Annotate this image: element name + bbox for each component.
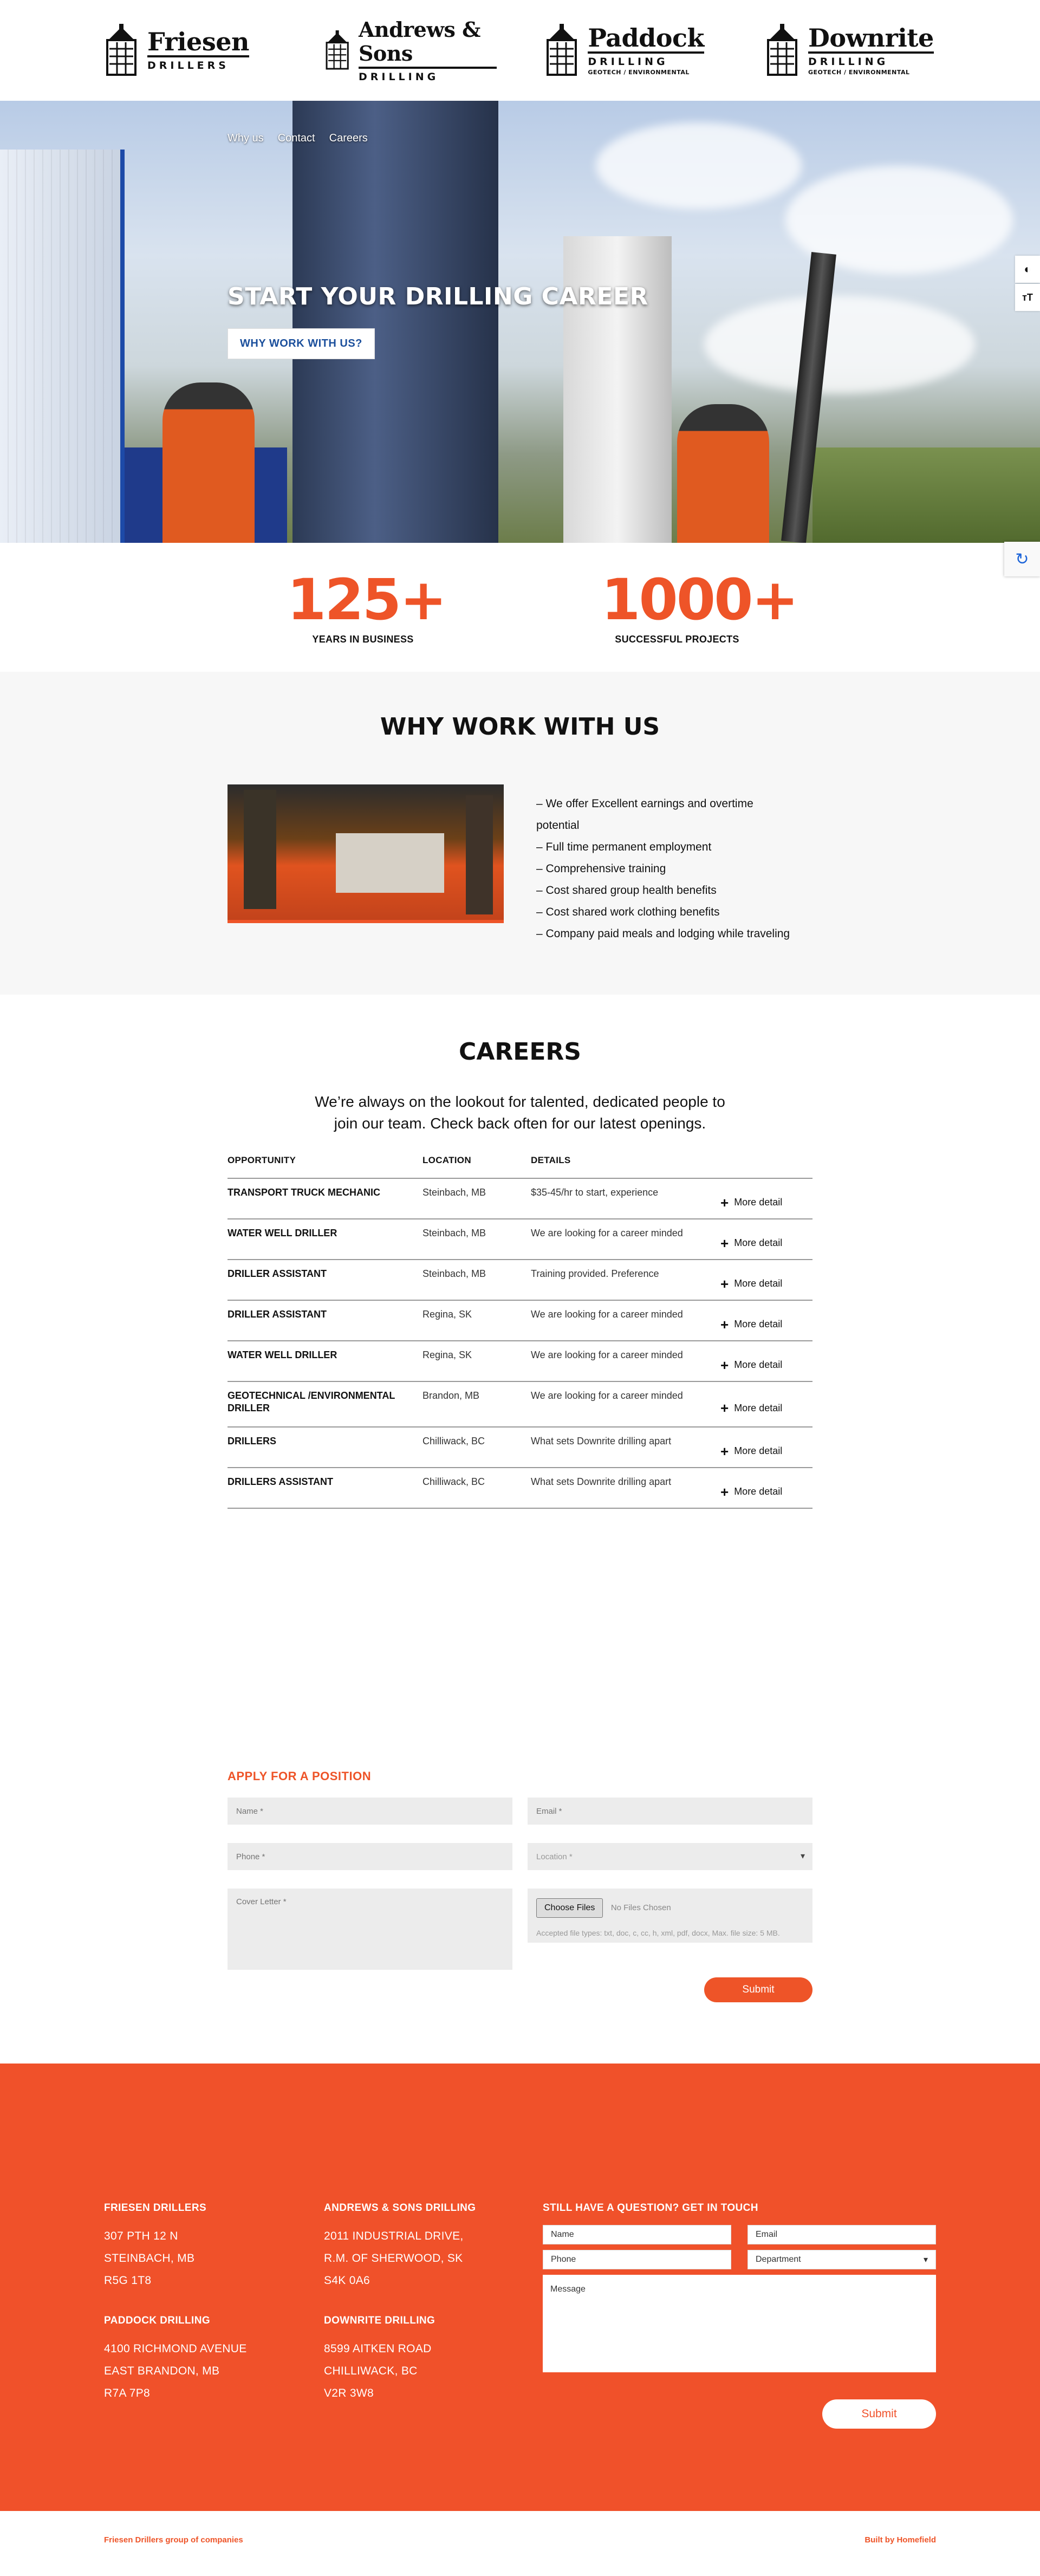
main-nav [227,132,368,145]
plus-icon: + [720,1357,729,1373]
stat-value: 125+ [287,566,446,633]
job-location: Chilliwack, BC [422,1436,485,1446]
why-section [0,672,1040,995]
careers-title: CAREERS [459,1038,581,1066]
bottom-bar [0,2511,1040,2568]
location-select[interactable] [528,1843,812,1870]
more-detail-button[interactable] [715,1308,812,1340]
plus-icon: + [720,1400,729,1416]
job-details: What sets Downrite drilling apart [531,1436,672,1446]
table-row [227,1382,812,1427]
benefit-item: – Company paid meals and lodging while traveling [536,927,790,940]
benefits-list [536,793,791,945]
photo-mast [244,790,276,909]
table-row [227,1301,812,1341]
apply-submit-button[interactable]: Submit [704,1977,812,2002]
apply-form [227,1769,812,1995]
job-title: DRILLER ASSISTANT [227,1309,327,1320]
table-row [227,1468,812,1509]
job-location: Steinbach, MB [422,1228,486,1238]
footer-friesen [104,2202,206,2292]
name-field[interactable] [227,1798,512,1825]
more-detail-label: More detail [734,1237,783,1248]
logo-sub: DRILLING [588,55,668,68]
address-line: 4100 RICHMOND AVENUE [104,2343,247,2355]
footer-heading: FRIESEN DRILLERS [104,2202,207,2214]
text-size-icon[interactable]: ᴛT [1015,284,1040,311]
stat-label: SUCCESSFUL PROJECTS [615,633,739,645]
address-line: 2011 INDUSTRIAL DRIVE, [324,2230,464,2242]
photo-mast [466,795,493,914]
job-title: WATER WELL DRILLER [227,1228,337,1238]
more-detail-button[interactable] [715,1390,812,1426]
job-details: We are looking for a career minded [531,1228,683,1238]
more-detail-label: More detail [734,1197,783,1208]
logo-name: Downrite [808,23,934,53]
contact-phone-field[interactable]: Phone [543,2250,731,2269]
job-details: $35-45/hr to start, experience [531,1187,659,1198]
footer-address [324,2225,476,2292]
logo-name: Paddock [588,23,704,53]
footer [0,2064,1040,2511]
file-status: No Files Chosen [610,1903,671,1912]
file-upload [528,1889,812,1943]
job-title: WATER WELL DRILLER [227,1349,337,1360]
job-location: Steinbach, MB [422,1268,486,1279]
address-line: R.M. OF SHERWOOD, SK [324,2252,463,2264]
well-icon [103,24,140,77]
address-line: EAST BRANDON, MB [104,2365,220,2377]
job-location: Chilliwack, BC [422,1476,485,1487]
job-title: GEOTECHNICAL /ENVIRONMENTAL DRILLER [227,1390,395,1413]
footer-heading: DOWNRITE DRILLING [324,2315,435,2326]
table-row [227,1219,812,1260]
header-opportunity: OPPORTUNITY [227,1155,296,1165]
more-detail-label: More detail [734,1486,783,1497]
more-detail-button[interactable] [715,1349,812,1381]
contact-form [543,2202,936,2372]
address-line: S4K 0A6 [324,2274,370,2287]
stat-projects [601,566,797,645]
logo-andrews[interactable] [323,18,497,83]
address-line: 8599 AITKEN ROAD [324,2343,432,2355]
nav-careers[interactable]: Careers [329,132,368,144]
footer-downrite [324,2315,435,2404]
benefit-item: – Cost shared group health benefits [536,884,717,897]
cover-letter-field[interactable] [227,1889,512,1970]
job-details: We are looking for a career minded [531,1390,683,1401]
group-link[interactable]: Friesen Drillers group of companies [104,2535,243,2545]
job-details: We are looking for a career minded [531,1309,683,1320]
nav-why-us[interactable]: Why us [227,132,264,144]
stat-years [287,566,446,645]
more-detail-button[interactable] [715,1227,812,1259]
table-row [227,1341,812,1382]
benefit-item: – Comprehensive training [536,862,666,875]
logo-sub: DRILLERS [147,60,229,72]
stat-label: YEARS IN BUSINESS [312,633,414,645]
shed-siding [0,150,120,543]
contrast-toggle-icon[interactable]: ◐ [1015,256,1040,283]
worker-right [677,404,769,543]
well-icon [543,24,580,77]
logo-sub2: GEOTECH / ENVIRONMENTAL [808,68,910,76]
jobs-header [227,1155,812,1179]
more-detail-label: More detail [734,1278,783,1289]
nav-contact[interactable]: Contact [277,132,315,144]
apply-title: APPLY FOR A POSITION [227,1769,372,1783]
careers-section [0,995,1040,2064]
table-row [227,1179,812,1219]
recaptcha-icon[interactable]: ↻ [1004,542,1040,576]
footer-address [104,2338,247,2404]
why-title: WHY WORK WITH US [380,713,660,741]
contact-submit-button[interactable]: Submit [822,2399,936,2429]
table-row [227,1427,812,1468]
address-line: V2R 3W8 [324,2387,374,2399]
why-work-button[interactable]: WHY WORK WITH US? [227,328,375,359]
job-title: DRILLERS [227,1436,276,1446]
department-select-value: Department [756,2255,801,2264]
logo-sub: DRILLING [358,71,439,83]
job-details: Training provided. Preference [531,1268,659,1279]
plus-icon: + [720,1275,729,1292]
plus-icon: + [720,1235,729,1251]
benefit-item: – Full time permanent employment [536,841,712,853]
well-icon [323,24,351,77]
job-title: DRILLERS ASSISTANT [227,1476,334,1487]
logo-paddock[interactable] [543,24,717,77]
stats [0,543,1040,672]
plus-icon: + [720,1316,729,1333]
plus-icon: + [720,1483,729,1500]
footer-address [104,2225,206,2292]
why-photo [227,784,504,923]
job-title: DRILLER ASSISTANT [227,1268,327,1279]
contact-heading: STILL HAVE A QUESTION? GET IN TOUCH [543,2202,758,2214]
chevron-down-icon: ▾ [923,2255,928,2264]
more-detail-label: More detail [734,1359,783,1370]
address-line: CHILLIWACK, BC [324,2365,418,2377]
choose-files-button[interactable]: Choose Files [536,1898,603,1918]
address-line: R5G 1T8 [104,2274,152,2287]
cloud [704,296,975,393]
grass [812,447,1040,543]
file-note: Accepted file types: txt, doc, c, cc, h, xml, pdf, docx, Max. file size: 5 MB. [536,1929,780,1937]
logo-sub: DRILLING [808,55,889,68]
address-line: 307 PTH 12 N [104,2230,178,2242]
job-location: Regina, SK [422,1309,472,1320]
stat-value: 1000+ [601,566,797,633]
well-icon [764,24,801,77]
contact-email-field[interactable]: Email [748,2225,936,2244]
hero [0,101,1040,543]
photo-truck [336,833,444,893]
footer-paddock [104,2315,247,2404]
more-detail-label: More detail [734,1319,783,1329]
table-row [227,1260,812,1301]
footer-address [324,2338,435,2404]
more-detail-button[interactable] [715,1268,812,1300]
location-select-value: Location * [528,1843,812,1870]
logo-name: Friesen [147,27,249,56]
job-location: Steinbach, MB [422,1187,486,1198]
contact-message-field[interactable]: Message [543,2275,936,2372]
more-detail-button[interactable] [715,1186,812,1218]
footer-heading: ANDREWS & SONS DRILLING [324,2202,476,2214]
job-details: What sets Downrite drilling apart [531,1476,672,1487]
department-select[interactable] [748,2250,936,2269]
job-title: TRANSPORT TRUCK MECHANIC [227,1187,380,1198]
email-field[interactable] [528,1798,812,1825]
footer-heading: PADDOCK DRILLING [104,2315,211,2326]
plus-icon: + [720,1194,729,1211]
job-location: Regina, SK [422,1349,472,1360]
header-details: DETAILS [531,1155,571,1165]
job-details: We are looking for a career minded [531,1349,683,1360]
hero-title: START YOUR DRILLING CAREER [227,283,648,310]
drill-rig-mast [563,236,672,543]
built-by-link[interactable]: Built by Homefield [864,2535,936,2545]
worker-left [162,382,255,543]
address-line: STEINBACH, MB [104,2252,195,2264]
cloud [596,122,802,209]
building-shed [0,150,125,543]
header-location: LOCATION [422,1155,471,1165]
plus-icon: + [720,1443,729,1459]
logo-downrite[interactable] [764,24,937,77]
contact-name-field[interactable]: Name [543,2225,731,2244]
more-detail-label: More detail [734,1402,783,1413]
benefit-item: – Cost shared work clothing benefits [536,906,720,918]
job-location: Brandon, MB [422,1390,480,1401]
careers-intro: We’re always on the lookout for talented, dedicated people to join our team. Check back often for our latest openings. [315,1093,725,1132]
jobs-table [227,1155,812,1509]
address-line: R7A 7P8 [104,2387,150,2399]
logo-friesen[interactable] [103,24,276,77]
logo-name: Andrews & Sons [359,18,497,69]
footer-andrews [324,2202,476,2292]
logo-bar [0,0,1040,101]
more-detail-button[interactable] [715,1435,812,1467]
more-detail-button[interactable] [715,1476,812,1508]
logo-sub2: GEOTECH / ENVIRONMENTAL [588,68,690,76]
drill-rig [292,101,498,543]
more-detail-label: More detail [734,1445,783,1456]
phone-field[interactable] [227,1843,512,1870]
benefit-item: – We offer Excellent earnings and overtime potential [536,797,753,832]
